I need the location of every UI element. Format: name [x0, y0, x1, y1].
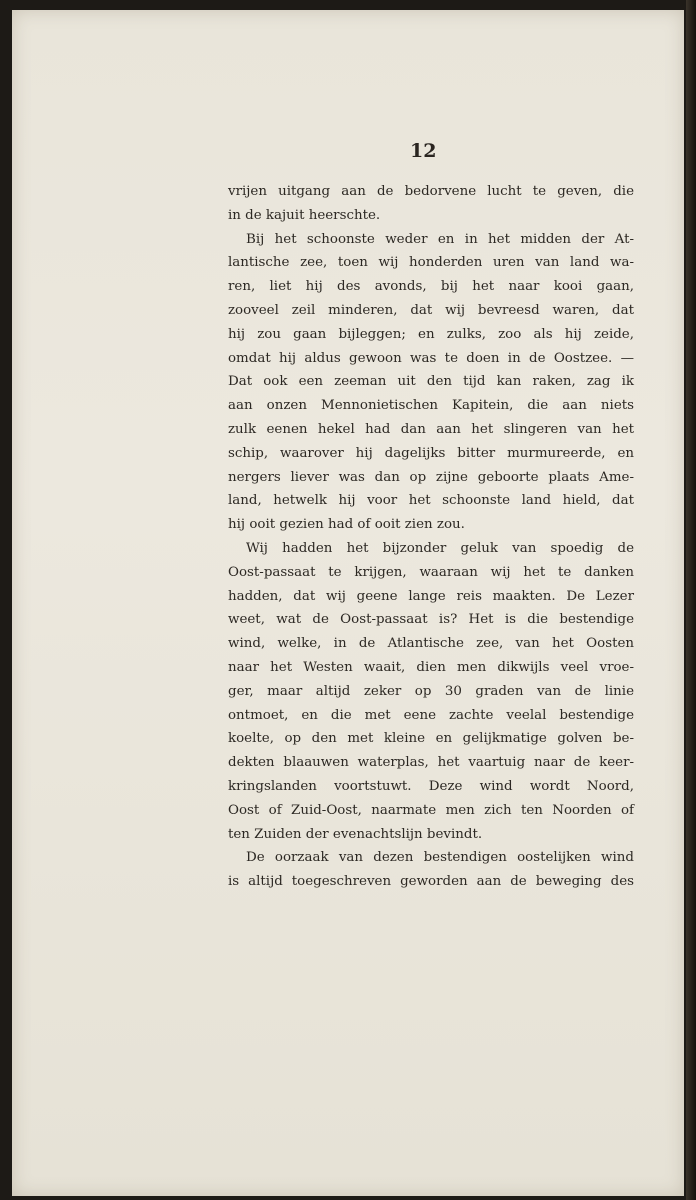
text-line: ontmoet, en die met eene zachte veelal bestendige	[228, 707, 634, 723]
text-line: Bij het schoonste weder en in het midden der At-	[246, 231, 634, 247]
text-line: hij ooit gezien had of ooit zien zou.	[228, 517, 465, 533]
text-line: is altijd toegeschreven geworden aan de beweging des	[228, 874, 634, 890]
text-line: De oorzaak van dezen bestendigen oostelijken wind	[246, 850, 634, 866]
text-line: vrijen uitgang aan de bedorvene lucht te geven, die	[228, 184, 634, 199]
book-edge	[686, 0, 696, 1200]
text-line: ten Zuiden der evenachtslijn bevindt.	[228, 826, 483, 842]
text-line: schip, waarover hij dagelijks bitter murmureerde, en	[228, 445, 634, 461]
page-number: 12	[410, 140, 437, 162]
text-line: dekten blaauwen waterplas, het vaartuig naar de keer-	[228, 755, 634, 771]
text-line: Dat ook een zeeman uit den tijd kan raken, zag ik	[228, 374, 634, 390]
text-line: kringslanden voortstuwt. Deze wind wordt Noord,	[228, 778, 634, 794]
text-line: lantische zee, toen wij honderden uren van land wa-	[228, 255, 634, 271]
text-line: weet, wat de Oost-passaat is? Het is die bestendige	[228, 612, 634, 628]
text-line: aan onzen Mennonietischen Kapitein, die aan niets	[228, 398, 634, 414]
text-line: zulk eenen hekel had dan aan het slingeren van het	[228, 421, 634, 437]
body-text	[228, 180, 634, 894]
text-line: nergers liever was dan op zijne geboorte plaats Ame-	[228, 469, 634, 485]
text-line: hij zou gaan bijleggen; en zulks, zoo als hij zeide,	[228, 326, 634, 342]
text-line: omdat hij aldus gewoon was te doen in de Oostzee. —	[228, 350, 634, 366]
text-line: ren, liet hij des avonds, bij het naar kooi gaan,	[228, 279, 634, 295]
text-line: ger, maar altijd zeker op 30 graden van de linie	[228, 683, 634, 699]
text-line: in de kajuit heerschte.	[228, 207, 381, 223]
text-line: land, hetwelk hij voor het schoonste land hield, dat	[228, 493, 634, 509]
text-line: koelte, op den met kleine en gelijkmatige golven be-	[228, 731, 634, 747]
text-line: Wij hadden het bijzonder geluk van spoedig de	[246, 540, 634, 556]
text-line: Oost-passaat te krijgen, waaraan wij het te danken	[228, 564, 634, 580]
text-line: Oost of Zuid-Oost, naarmate men zich ten Noorden of	[228, 802, 634, 818]
text-line: zooveel zeil minderen, dat wij bevreesd waren, dat	[228, 302, 634, 318]
text-line: wind, welke, in de Atlantische zee, van het Oosten	[228, 636, 634, 652]
text-line: hadden, dat wij geene lange reis maakten. De Lezer	[228, 588, 634, 604]
text-line: naar het Westen waait, dien men dikwijls veel vroe-	[228, 659, 634, 675]
